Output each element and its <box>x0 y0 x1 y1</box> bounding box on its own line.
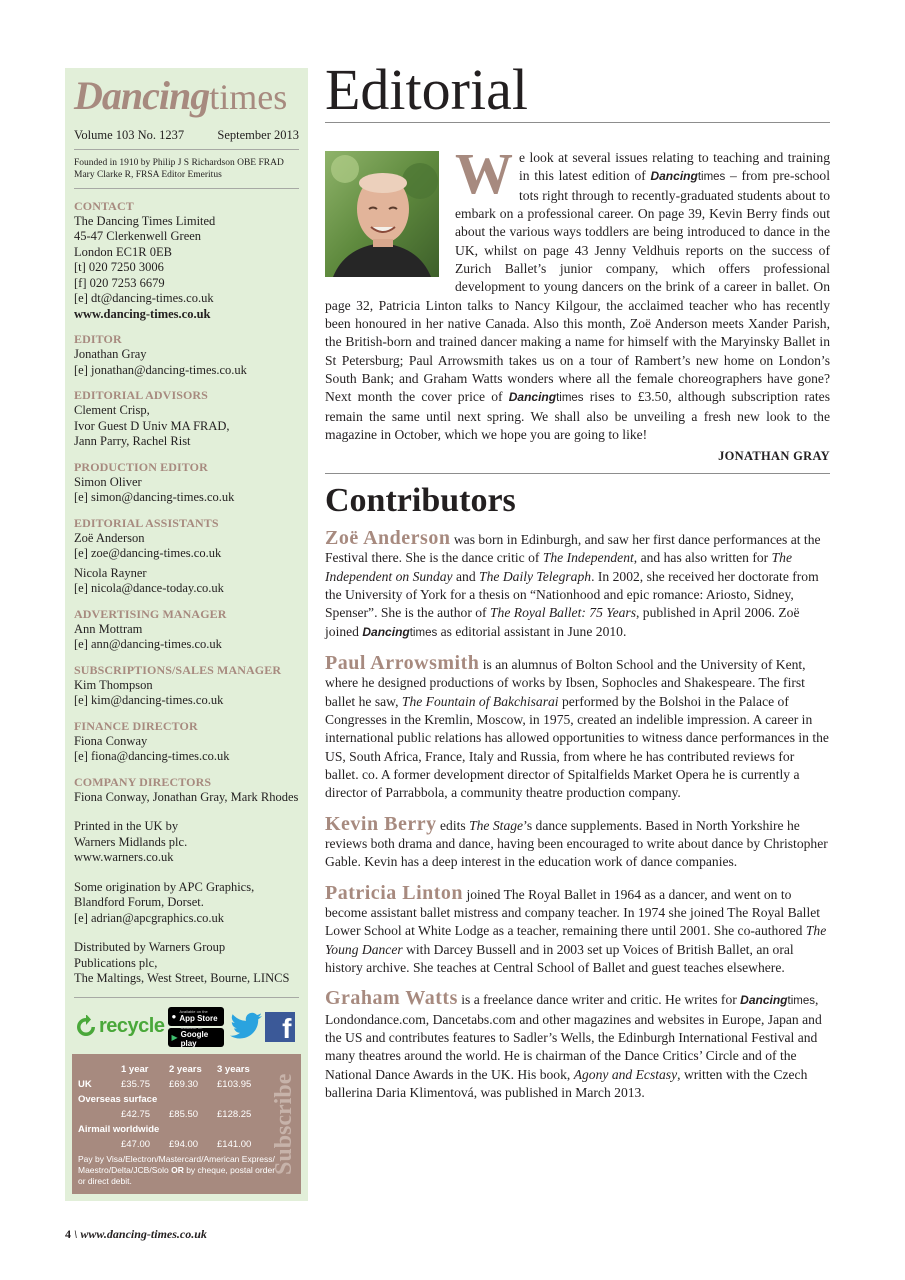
editorial-text: We look at several issues relating to teaching and training in this latest edition of Dancingtimes – from pre-school tots right through to recently-graduated students about to embark on a professional career. On page 39, Kevin Berry finds out about the various ways toddlers are being introduced to dance in the UK, whilst on page 43 Jenny Veldhuis reports on the success of Zurich Ballet’s junior company, which offers professional development to young dancers on the brink of a career in ballet. On page 32, Patricia Linton talks to Nancy Kilgour, the acclaimed teacher who has recently been honoured in her native Canada. Also this month, Zoë Anderson meets Xander Parish, the British-born and trained dancer making a name for himself with the Maryinsky Ballet in St Petersburg; Paul Arrowsmith takes us on a tour of Rambert’s new home on London’s South Bank; and Graham Watts wonders where all the female choreographers have gone? Next month the cover price of Dancingtimes rises to £3.50, although subscription rates remain the same until next spring. We shall also be unveiling a fresh new look to the magazine in October, which we hope you are going to like! JONATHAN GRAY <box>325 149 830 465</box>
website-link[interactable]: www.dancing-times.co.uk <box>74 306 211 321</box>
contributor-name: Zoë Anderson <box>325 526 451 549</box>
production-email[interactable]: [e] simon@dancing-times.co.uk <box>74 490 235 505</box>
contributor-name: Graham Watts <box>325 987 458 1010</box>
issue-date: September 2013 <box>217 128 299 142</box>
page-footer: 4 \ www.dancing-times.co.uk <box>65 1227 207 1241</box>
contact-section: CONTACT The Dancing Times Limited 45-47 Clerkenwell Green London EC1R 0EB [t] 020 7250 3006 [f] 020 7253 6679 [e] dt@dancing-times.co.uk www.dancing-times.co.uk <box>74 199 299 323</box>
rates-row-surface: £42.75 £85.50 £128.25 <box>121 1109 252 1120</box>
recycle-icon <box>74 1015 98 1039</box>
store-badges <box>168 1007 224 1047</box>
subscribe-label[interactable]: Subscribe <box>271 1073 297 1175</box>
contributors-heading: Contributors <box>325 481 516 519</box>
brand-mark: Dancing <box>740 993 788 1008</box>
contributor-bio-patricia: Patricia Linton joined The Royal Ballet in 1964 as a dancer, and went on to become assistant ballet mistress and company teacher. In 1974 she joined The Royal Ballet Lower School at White Lodge as a teacher, remaining there until 2001. She co-authored The Young Dancer with Darcey Bussell and in 2003 set up Voices of British Ballet, an oral history archive. She teaches at Central School of Ballet and guest teaches elsewhere. <box>325 881 827 976</box>
rates-region-label: Airmail worldwide <box>78 1124 160 1135</box>
twitter-icon[interactable] <box>229 1012 263 1042</box>
section-heading: FINANCE DIRECTOR <box>74 718 198 733</box>
masthead-logo: Dancingtimes <box>74 73 288 118</box>
divider <box>325 473 830 474</box>
section-heading: EDITORIAL ADVISORS <box>74 388 208 403</box>
printer-info: Printed in the UK by Warners Midlands plc. www.warners.co.uk <box>74 819 299 866</box>
contact-email[interactable]: [e] dt@dancing-times.co.uk <box>74 291 214 306</box>
directors-section: COMPANY DIRECTORS Fiona Conway, Jonathan Gray, Mark Rhodes <box>74 774 299 804</box>
volume-number: Volume 103 No. 1237 <box>74 128 185 142</box>
section-heading: CONTACT <box>74 198 134 213</box>
rates-row-uk: UK £35.75 £69.30 £103.95 <box>78 1079 252 1090</box>
distribution-info: Distributed by Warners Group Publications plc, The Maltings, West Street, Bourne, LINCS <box>74 940 290 986</box>
assistant-email[interactable]: [e] nicola@dance-today.co.uk <box>74 581 224 596</box>
contributor-name: Kevin Berry <box>325 812 437 835</box>
divider <box>74 997 299 998</box>
finance-email[interactable]: [e] fiona@dancing-times.co.uk <box>74 749 230 764</box>
contributor-bio-kevin: Kevin Berry edits The Stage’s dance supplements. Based in North Yorkshire he reviews both drama and dance, having been encouraged to write about dance by Christopher Gable. Kevin has a deep interest in the education work of dance companies. <box>325 812 828 870</box>
section-heading: ADVERTISING MANAGER <box>74 606 227 621</box>
editorial-heading: Editorial <box>325 57 528 122</box>
section-heading: EDITOR <box>74 332 122 347</box>
assistants-section: EDITORIAL ASSISTANTS Zoë Anderson [e] zoe@dancing-times.co.uk Nicola Rayner [e] nicola@dance-today.co.uk <box>74 516 299 597</box>
advertising-section: ADVERTISING MANAGER Ann Mottram [e] ann@dancing-times.co.uk <box>74 607 299 653</box>
rates-row-airmail: £47.00 £94.00 £141.00 <box>121 1139 252 1150</box>
section-heading: COMPANY DIRECTORS <box>74 774 212 789</box>
contributor-name: Paul Arrowsmith <box>325 651 480 674</box>
facebook-icon[interactable]: f <box>265 1012 295 1042</box>
drop-cap: W <box>455 141 513 206</box>
brand-mark: Dancing <box>650 169 698 184</box>
section-heading: SUBSCRIPTIONS/SALES MANAGER <box>74 662 282 677</box>
apple-icon: ● <box>171 1011 177 1021</box>
editor-email[interactable]: [e] jonathan@dancing-times.co.uk <box>74 362 247 377</box>
main-column <box>325 58 830 1102</box>
rates-table <box>78 1062 295 1152</box>
masthead-sidebar <box>65 68 308 1201</box>
section-heading: EDITORIAL ASSISTANTS <box>74 515 219 530</box>
advisors-section: EDITORIAL ADVISORS Clement Crisp, Ivor Guest D Univ MA FRAD, Jann Parry, Rachel Rist <box>74 388 299 450</box>
founded-note: Founded in 1910 by Philip J S Richardson OBE FRAD Mary Clarke R, FRSA Editor Emeritus <box>74 150 299 189</box>
printer-link[interactable]: www.warners.co.uk <box>74 850 174 865</box>
contributor-name: Patricia Linton <box>325 881 464 904</box>
brand-mark: Dancing <box>362 624 410 639</box>
google-play-badge[interactable]: ▶ Available on Google play <box>168 1028 224 1047</box>
contributor-bio-paul: Paul Arrowsmith is an alumnus of Bolton School and the University of Kent, where he designed productions of works by Ibsen, Sophocles and Shakespeare. The first ballet he saw, The Fountain of Bakchisarai performed by the Bolshoi in the Palace of Congresses in the Kremlin, Moscow, in 1975, created an indelible impression. A career in international public relations has allowed opportunities to witness dance performances in the US, South Africa, France, Italy and Russia, from where he has contributed reviews for ballet. co. A former development director of Spitalfields Market Opera he is currently a director of Parrabbola, a community theatre production company. <box>325 651 829 801</box>
issue-line <box>74 128 299 150</box>
production-section: PRODUCTION EDITOR Simon Oliver [e] simon@dancing-times.co.uk <box>74 460 299 506</box>
finance-section: FINANCE DIRECTOR Fiona Conway [e] fiona@dancing-times.co.uk <box>74 719 299 765</box>
divider <box>325 122 830 123</box>
page-number: 4 <box>65 1227 71 1241</box>
origination-email[interactable]: [e] adrian@apcgraphics.co.uk <box>74 910 224 925</box>
subscriptions-section: SUBSCRIPTIONS/SALES MANAGER Kim Thompson [e] kim@dancing-times.co.uk <box>74 663 299 709</box>
brand-mark: Dancing <box>508 390 557 405</box>
subscription-rates <box>72 1054 301 1194</box>
contributor-bio-zoe: Zoë Anderson was born in Edinburgh, and saw her first dance performances at the Festival there. She is the dance critic of The Independent, and has also written for The Independent on Sunday and The Daily Telegraph. In 2002, she received her doctorate from the University of York for a thesis on “Nationhood and epic romance: Ariosto, Sidney, Spenser”. She is the author of The Royal Ballet: 75 Years, published in April 2006. Zoë joined Dancingtimes as editorial assistant in June 2010. <box>325 526 821 639</box>
section-heading: PRODUCTION EDITOR <box>74 459 208 474</box>
editor-portrait <box>325 151 439 277</box>
badge-row <box>74 1004 299 1050</box>
play-icon: ▶ <box>171 1032 178 1042</box>
subscriptions-email[interactable]: [e] kim@dancing-times.co.uk <box>74 693 224 708</box>
app-store-badge[interactable]: ● Available on the App Store <box>168 1007 224 1026</box>
payment-note: Pay by Visa/Electron/Mastercard/American Express/ Maestro/Delta/JCB/Solo OR by cheque, postal order or direct debit. <box>78 1154 276 1186</box>
rates-region-label: Overseas surface <box>78 1094 158 1105</box>
footer-url[interactable]: www.dancing-times.co.uk <box>80 1227 207 1241</box>
origination-info: Some origination by APC Graphics, Blandford Forum, Dorset. [e] adrian@apcgraphics.co.uk <box>74 880 299 927</box>
assistant-email[interactable]: [e] zoe@dancing-times.co.uk <box>74 546 222 561</box>
editor-section: EDITOR Jonathan Gray [e] jonathan@dancing-times.co.uk <box>74 332 299 378</box>
contributor-bio-graham: Graham Watts is a freelance dance writer and critic. He writes for Dancingtimes, Londondance.com, Dancetabs.com and other magazines and websites in Europe, Japan and the US and contributes features to Sadler’s Wells, the Edinburgh International Festival and many theatres around the world. He is chairman of the Dance Critics’ Circle and of the National Dance Awards in the UK. His book, Agony and Ecstasy, written with the Czech ballerina Daria Klimentová, was published in March 2013. <box>325 987 822 1101</box>
editor-signoff: JONATHAN GRAY <box>718 448 830 463</box>
rates-header: 1 year 2 years 3 years <box>121 1064 250 1075</box>
advertising-email[interactable]: [e] ann@dancing-times.co.uk <box>74 637 222 652</box>
recycle-logo: recycle <box>74 1015 164 1039</box>
